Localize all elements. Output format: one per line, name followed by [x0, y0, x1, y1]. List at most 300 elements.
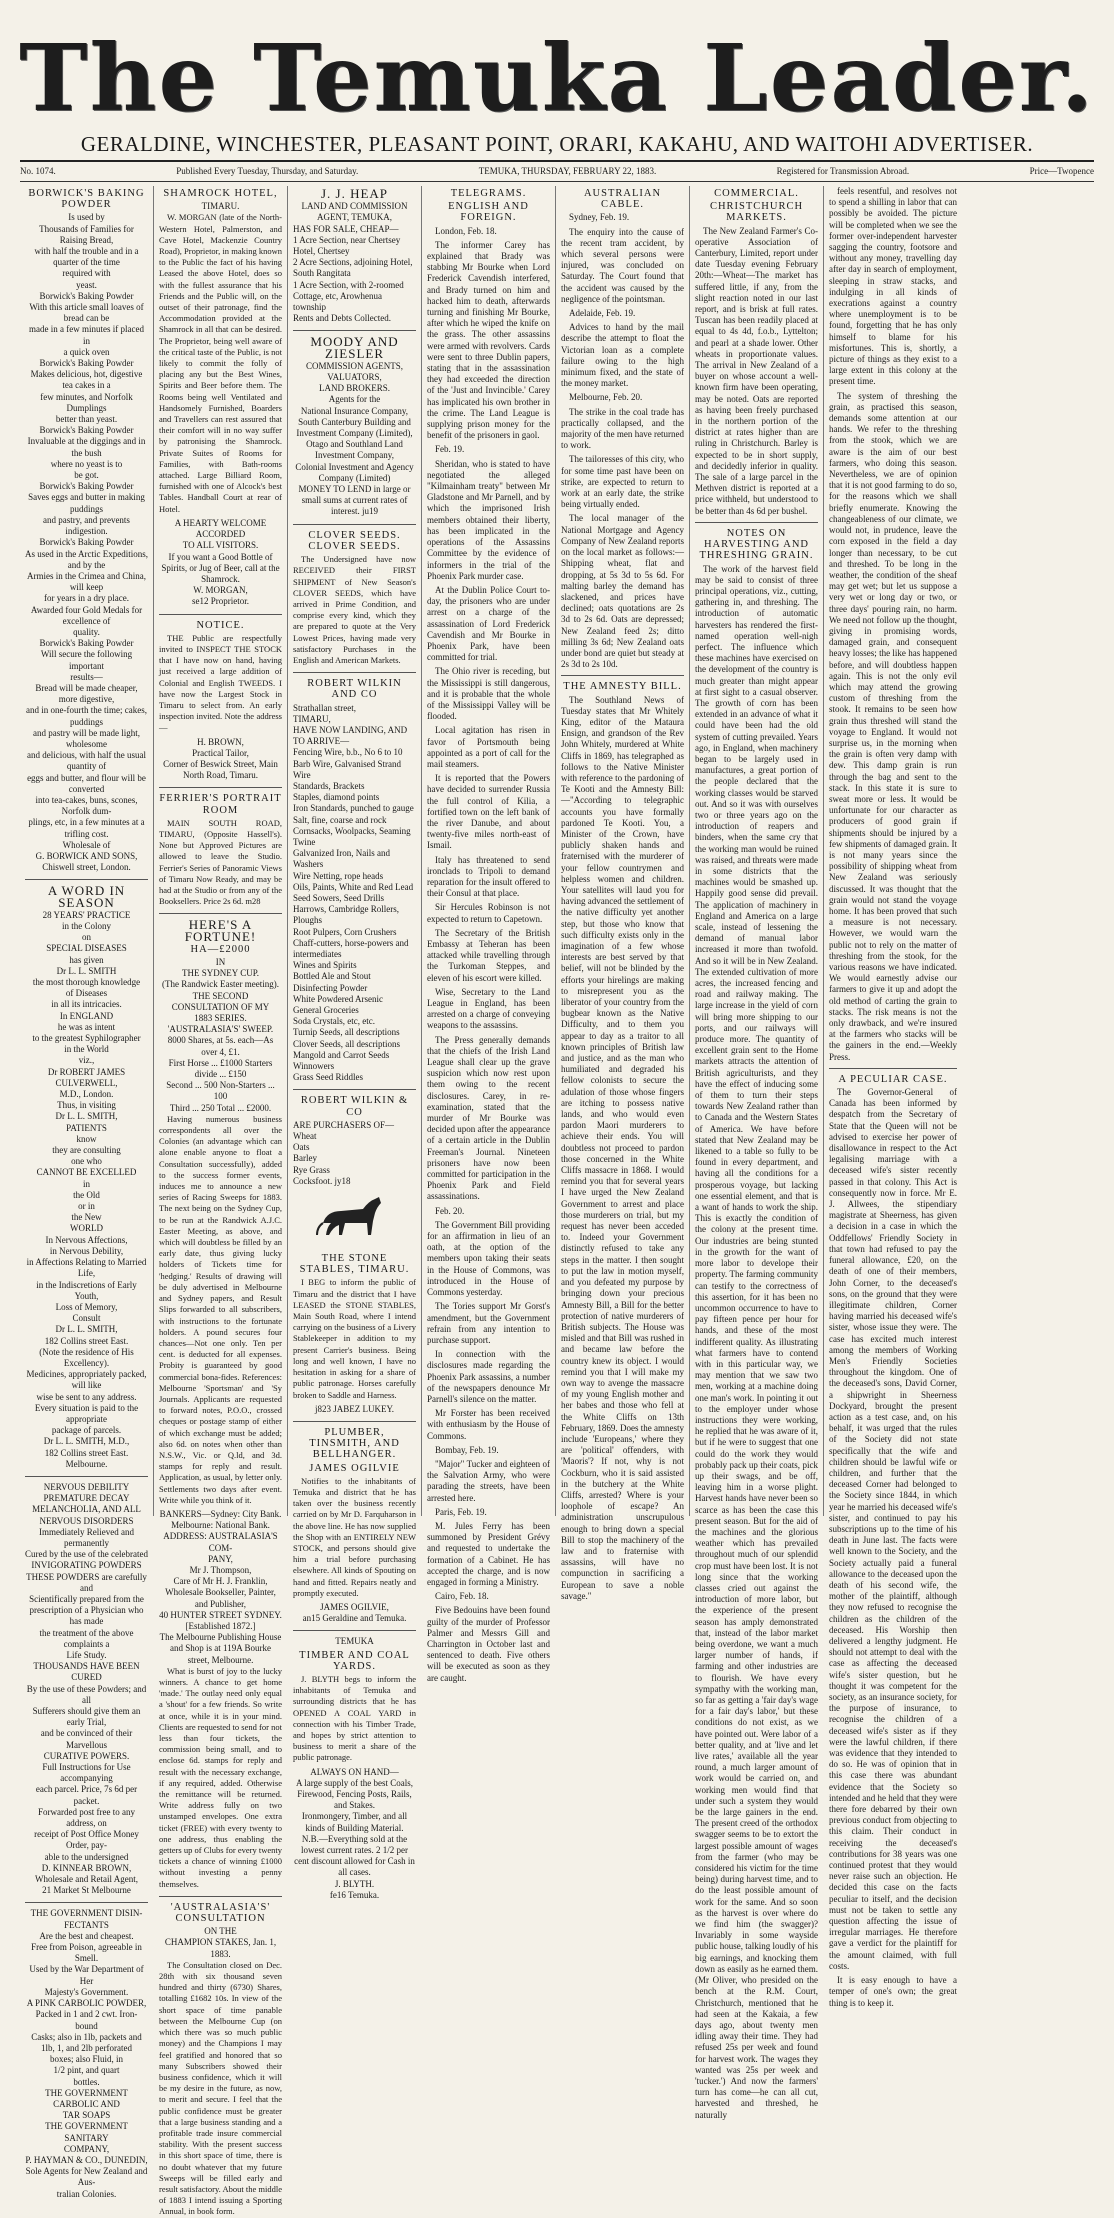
fortune-tail: What is burst of joy to the lucky winners. A chance to get home 'made.' The outlay need only equal a 'shout' for a few friends. So write at once, while it is in your mind. Clients are requested to send for not less than four tickets, the commission being small, and to enclose 6d. stamps for reply and result with the necessary exchange, if any required, added. Otherwise the remittance will be returned. Write address fully on two unstamped envelopes. One extra ticket (FREE) with every twenty to one address, thus enabling the getters up of Clubs for every twenty tickets a chance of winning £1000 without investing a penny themselves.: [159, 1665, 282, 1889]
text-line: and in one-fourth the time; cakes, puddings: [26, 705, 147, 727]
text-line: ON THE: [204, 1926, 237, 1937]
text-line: First Horse ... £1000 Starters divide ... £150: [168, 1057, 273, 1080]
text-line: Borwick's Baking Powder: [39, 537, 134, 548]
text-line: Strathallan street,: [293, 702, 356, 713]
heap-sub: LAND AND COMMISSION AGENT, TEMUKA,: [301, 201, 408, 223]
separator: [695, 522, 818, 523]
text-line: Seed Sowers, Seed Drills: [293, 892, 384, 903]
champion-ad: [159, 1902, 282, 2218]
text-line: package of parcels.: [51, 1425, 122, 1436]
text-line: Are the best and cheapest.: [39, 1930, 134, 1941]
wilkin-lines: [293, 703, 416, 1084]
text-line: tralian Colonies.: [56, 2188, 117, 2199]
stables-sign: j823 JABEZ LUKEY.: [314, 1403, 395, 1414]
commercial-heading: COMMERCIAL.: [714, 188, 799, 199]
article-paragraph: Melbourne, Feb. 20.: [569, 392, 643, 403]
place-date: TEMUKA, THURSDAY, FEBRUARY 22, 1883.: [478, 166, 657, 176]
nervous-lines: [25, 1482, 148, 1897]
text-line: Oats: [293, 1142, 310, 1153]
text-line: Agents for the: [328, 394, 381, 405]
text-line: Turnip Seeds, all descriptions: [293, 1027, 400, 1038]
text-line: for years in a dry place.: [44, 593, 129, 604]
text-line: In Nervous Affections,: [45, 1234, 128, 1245]
separator: [25, 1476, 148, 1477]
timber-lines: [293, 1767, 416, 1901]
columns: [20, 186, 1094, 2217]
text-line: Mr J. Thompson,: [189, 1564, 252, 1575]
text-line: Full Instructions for Use accompanying: [42, 1762, 131, 1784]
harvest-body: [695, 564, 818, 2121]
text-line: know: [76, 1133, 97, 1144]
text-line: J. BLYTH.: [334, 1878, 375, 1889]
wilkin-ad: [293, 678, 416, 1083]
cable-body: [561, 212, 684, 670]
text-line: 21 Market St Melbourne: [42, 1885, 131, 1896]
timber-heading: TEMUKA: [335, 1636, 374, 1647]
separator: [25, 879, 148, 880]
text-line: Dr L. L. SMITH: [56, 965, 117, 976]
text-line: FECTANTS: [64, 1919, 109, 1930]
text-line: 182 Collins street East.: [44, 1335, 129, 1346]
text-line: wise be sent to any address.: [36, 1391, 137, 1402]
ferrier-heading: FERRIER'S PORTRAIT ROOM: [159, 793, 282, 816]
text-line: W. MORGAN,: [193, 585, 248, 596]
text-line: HAVE NOW LANDING, AND TO ARRIVE—: [293, 724, 408, 747]
text-line: required with: [62, 268, 111, 279]
text-line: Chiswell street, London.: [42, 862, 131, 873]
text-line: Is used by: [68, 212, 105, 223]
text-line: NERVOUS DISORDERS: [39, 1515, 134, 1526]
text-line: Makes delicious, hot, digestive tea cakes in a: [30, 369, 143, 391]
text-line: Awarded four Gold Medals for excellence of: [30, 604, 143, 626]
amnesty-heading: THE AMNESTY BILL.: [563, 681, 682, 693]
text-line: results—: [70, 671, 103, 682]
text-line: Second ... 500 Non-Starters ... 100: [166, 1080, 275, 1102]
text-line: viz.,: [78, 1055, 95, 1066]
column-5: [556, 186, 690, 1601]
text-line: Salt, fine, coarse and rock: [293, 814, 387, 825]
text-line: Melbourne: National Bank.: [171, 1520, 270, 1531]
text-line: PREMATURE DECAY: [43, 1493, 130, 1504]
text-line: Loss of Memory,: [55, 1301, 118, 1312]
text-line: Third ... 250 Total ... £2000.: [169, 1102, 272, 1113]
telegrams-body: [427, 226, 550, 1684]
text-line: Every situation is paid to the appropriate: [34, 1402, 139, 1424]
horse-illustration-icon: [293, 1193, 416, 1249]
text-line: Thousands of Families for Raising Bread,: [39, 223, 134, 245]
text-line: ARE PURCHASERS OF—: [293, 1119, 395, 1130]
word-in-season-ad: [25, 885, 148, 1470]
text-line: few minutes, and Norfolk Dumplings: [40, 391, 133, 413]
borwick-ad: [25, 188, 148, 873]
text-line: Borwick's Baking Powder: [39, 638, 134, 649]
text-line: Wholesale Bookseller, Painter, and Publisher,: [165, 1587, 276, 1609]
text-line: Consult: [72, 1313, 101, 1324]
text-line: A large supply of the best Coals, Firewood, Fencing Posts, Rails, and Stakes.: [295, 1777, 414, 1811]
text-line: Free from Poison, agreeable in Smell.: [31, 1942, 142, 1964]
plumber-heading: PLUMBER, TINSMITH, AND BELLHANGER.: [309, 1426, 400, 1461]
wilkin-heading: ROBERT WILKIN AND CO: [307, 678, 402, 701]
text-line: [Established 1872.]: [185, 1620, 256, 1631]
heap-lines: [293, 224, 416, 325]
notice-ad: [159, 620, 282, 782]
text-line: fe16 Temuka.: [329, 1889, 380, 1900]
column-1: [20, 186, 154, 2199]
text-line: in Nervous Debility,: [49, 1245, 124, 1256]
moody-lines: [293, 361, 416, 518]
text-line: CURATIVE POWERS.: [43, 1750, 130, 1761]
text-line: be got.: [74, 470, 99, 481]
shamrock-closing: [159, 518, 282, 608]
text-line: MONEY TO LEND in large or small sums at current rates of interest. ju19: [298, 484, 411, 517]
article-paragraph: The New Zealand Farmer's Co-operative Association of Canterbury, Limited, report under date Tuesday evening February 20th:—Wheat—The market has suffered little, if any, from the slight reaction noted in our last report, and is brisk at full rates. Tuscan has been readily placed at equal to 4s 4d, f.o.b., Lyttelton; and pearl at a shade lower. Other wheats in proportionate values. The arrival in New Zealand of a buyer on whose account a well-known firm have been operating, may be noted. Oats are reported as having been freely purchased in the northern portion of the district at rates higher than are ruling in Christchurch. Barley is expected to be in short supply, and decidedly inferior in quality. The sale of a large parcel in the Methven district is reported at a price withheld, but understood to be better than 4s 6d per bushel.: [695, 225, 818, 516]
fortune-heading: HERE'S A FORTUNE!: [184, 917, 257, 944]
text-line: JAMES OGILVIE,: [320, 1601, 389, 1612]
text-line: BANKERS—Sydney: City Bank.: [159, 1508, 282, 1519]
text-line: Scientifically prepared from the: [29, 1593, 144, 1604]
text-line: Oils, Paints, White and Red Lead: [293, 881, 414, 892]
text-line: Wholesale and Retail Agent,: [35, 1874, 138, 1885]
shamrock-body: W. MORGAN (late of the North-Western Hotel, Palmerston, and Cave Hotel, Mackenzie Country Road), Proprietor, in making known to the Public the fact of his having Leased the above Hotel, does so with the fullest assurance that his Friends and the Public will, on the outset of their patronage, find the Accommodation provided at the Shamrock in all that can be desired. The Proprietor, being well aware of the critical taste of the Public, is not likely to commit the folly of placing any but the Best Wines, Spirits and Beer before them. The Rooms being well Ventilated and Handsomely Furnished, Boarders and Travellers can rest assured that their comfort will in no way suffer by patronising the Shamrock. Private Suites of Rooms for Families, with Bath-rooms attached. Large Billiard Room, furnished with one of Alcock's best Tables. Handball Court at rear of Hotel.: [159, 212, 282, 514]
text-line: TO ALL VISITORS.: [182, 540, 259, 551]
fortune-amount: HA—£2000: [190, 943, 251, 955]
price: Price—Twopence: [1029, 166, 1094, 176]
article-paragraph: At the Dublin Police Court to-day, the prisoners who are under arrest on a charge of the assassination of Lord Frederick Cavendish and Mr Bourke in Phoenix Park, have been committed for trial.: [427, 584, 550, 663]
fortune-ad: [159, 919, 282, 1889]
article-paragraph: Local agitation has risen in favor of Portsmouth being appointed as a port of call for the mail steamers.: [427, 725, 550, 769]
article-paragraph: Advices to hand by the mail describe the attempt to float the Victorian loan as a complete failure owing to the high minimum fixed, and the state of the money market.: [561, 322, 684, 389]
wilkin-purchasers-ad: [293, 1095, 416, 1187]
text-line: Standards, Brackets: [293, 780, 365, 791]
text-line: Practical Tailor,: [192, 747, 249, 758]
clover-body: The Undersigned have now RECEIVED their FIRST SHIPMENT of New Season's CLOVER SEEDS, which have arrived in Prime Condition, and comprise every kind, which they are prepared to quote at the Very Lowest Prices, having made very satisfactory Purchases in the English and American Markets.: [293, 554, 416, 665]
text-line: P. HAYMAN & CO., DUNEDIN,: [25, 2154, 148, 2165]
commercial-sub: CHRISTCHURCH MARKETS.: [709, 201, 804, 224]
text-line: THE SYDNEY CUP.: [182, 968, 259, 979]
text-line: Thus, in visiting: [57, 1100, 116, 1111]
text-line: bottles.: [73, 2076, 100, 2087]
text-line: National Insurance Company,: [300, 405, 409, 416]
text-line: he was as intent: [57, 1021, 116, 1032]
ferrier-ad: [159, 793, 282, 907]
champion-lines: [159, 1926, 282, 1960]
text-line: Iron Standards, punched to gauge: [293, 803, 414, 814]
article-paragraph: Feb. 19.: [435, 444, 465, 455]
text-line: Melbourne.: [65, 1458, 108, 1469]
text-line: Forwarded post free to any address, on: [38, 1806, 135, 1829]
clover-ad: [293, 530, 416, 666]
separator: [293, 1630, 416, 1631]
text-line: made in a few minutes if placed in: [29, 324, 144, 346]
text-line: 1 Acre Section, near Chertsey Hotel, Chertsey: [293, 234, 401, 257]
text-line: The Melbourne Publishing House and Shop is at 119A Bourke street, Melbourne.: [159, 1632, 282, 1665]
borwick-heading: BORWICK'S BAKING POWDER: [28, 188, 145, 211]
text-line: THE GOVERNMENT DISIN-: [30, 1908, 143, 1919]
moody-heading: MOODY AND ZIESLER: [310, 334, 399, 361]
text-line: Ironmongery, Timber, and all kinds of Building Material.: [301, 1811, 408, 1833]
text-line: the treatment of the above complaints a: [39, 1627, 134, 1649]
text-line: White Powdered Arsenic: [293, 993, 383, 1004]
text-line: in: [82, 1178, 90, 1189]
text-line: THE SECOND CONSULTATION OF MY: [171, 990, 270, 1012]
disinfectants-ad: [25, 1908, 148, 2199]
separator: [159, 1896, 282, 1897]
text-line: HAS FOR SALE, CHEAP—: [293, 223, 399, 234]
text-line: 1883 SERIES.: [194, 1013, 247, 1024]
text-line: Cured by the use of the celebrated: [25, 1549, 148, 1560]
timber-sub: TIMBER AND COAL YARDS.: [299, 1649, 410, 1672]
text-line: Wines and Spirits: [293, 960, 357, 971]
text-line: A PINK CARBOLIC POWDER,: [26, 1998, 147, 2009]
text-line: G. BORWICK AND SONS,: [35, 850, 138, 861]
text-line: a quick oven: [63, 346, 110, 357]
text-line: Packed in 1 and 2 cwt. Iron-bound: [35, 2009, 138, 2031]
text-line: Wire Netting, rope heads: [293, 870, 384, 881]
text-line: Immediately Relieved and permanently: [39, 1526, 134, 1548]
text-line: Rents and Debts Collected.: [293, 313, 391, 324]
text-line: Dr L. L. SMITH,: [55, 1324, 118, 1335]
article-paragraph: Italy has threatened to send ironclads to Tripoli to demand reparation for the insult offered to their Consul at that place.: [427, 854, 550, 899]
article-paragraph: The tailoresses of this city, who for some time past have been on strike, are expected to return to work at an early date, the strike being virtually ended.: [561, 454, 684, 510]
text-line: TAR SOAPS: [62, 2110, 111, 2121]
text-line: Mangold and Carrot Seeds: [293, 1049, 390, 1060]
registration-note: Registered for Transmission Abroad.: [776, 166, 910, 176]
fortune-body: Having numerous business correspondents all over the Colonies (an advantage which can alone enable anyone to float a Consultation successfully), added to the success former events, induces me to announce a new series of Racing Sweeps for 1883. The next being on the Sydney Cup, to be run at the Randwick A.J.C. Easter Meeting, as above, and which will doubtless be filled by an early date, thus giving lucky holders of Tickets time for 'hedging.' Results of drawing will be duly advertised in Melbourne and Sydney papers, and Result Slips forwarded to all subscribers, with instructions to the fortunate holders. A pound secures four chances—Not one only. Ten per cent. is deducted for all expenses. Probity is guaranteed by good commercial bona-fides. References: Melbourne 'Sportsman' and 'Sy Journals. Applicants are requested to forward notes, P.O.O., crossed cheques or postage stamp of either of which exchange must be added; also 6d. on notes when other than N.S.W., Vic. or Q.ld, and 3d. stamps for reply and result. Application, as usual, by letter only. Settlements two days after event. Write while you think of it.: [159, 1113, 282, 1505]
article-paragraph: Adelaide, Feb. 19.: [569, 308, 636, 319]
text-line: D. KINNEAR BROWN,: [41, 1862, 132, 1873]
text-line: better than yeast.: [55, 414, 118, 425]
text-line: SPECIAL DISEASES: [46, 943, 127, 954]
plumber-sign: [293, 1602, 416, 1624]
text-line: PANY,: [208, 1553, 233, 1564]
text-line: 1/2 pint, and quart: [53, 2065, 120, 2076]
separator: [159, 614, 282, 615]
text-line: receipt of Post Office Money Order, pay-: [34, 1829, 139, 1851]
article-paragraph: The system of threshing the grain, as practised this season, demands some attention at our hands. We refer to the threshing from the stook, which we are aware is the aim of our best farmers, who doing this season. Nevertheless, we are of opinion that it is not good farming to do so, for the reasons which we shall briefly enumerate. Knowing the changeableness of our climate, we would not, in prudence, leave the corn exposed in the field a day longer than necessary, to be cut and threshed. To be long in the weather, the condition of the sheaf may get wet; but let us suppose a very wet or long day or two, or three days' pouring rain, no harm. We need not follow up the thought, giving in promising words, damaged grain, and consequent heavy losses; the like has happened before, and will doubtless happen again. This is not the only evil which may attend the growing custom of threshing from the stook. It remains to be seen how grain thus threshed will stand the voyage to England. It would not surprise us, in the morning when the grain is often very damp with dew. This damp grain is run through the bag and sent to the stack. In this state it is sure to sweat more or less. It would be unfortunate for our character as producers of good grain if shipments should be injured by a few shipments of damaged grain. It is not many years since the possibility of shipping wheat from New Zealand was seriously discussed. It was thought that the grain would not stand the voyage home. It has been proved that such a measure is not necessary. However, we would warn the public not to rely on the matter of threshing from the stook, for the various reasons we have indicated. We would earnestly advise our farmers to give it up and adopt the old method of carting the grain to stacks. The risk means is not the only drawback, and we're insured at the farmers who stacks will be the gainers in the end.—Weekly Press.: [829, 390, 957, 1062]
fortune-address: [159, 1509, 282, 1666]
article-paragraph: Feb. 20.: [435, 1205, 465, 1216]
text-line: MELANCHOLIA, AND ALL: [32, 1504, 141, 1515]
separator: [293, 330, 416, 331]
text-line: As used in the Arctic Expeditions, and by the: [25, 548, 148, 570]
text-line: IN: [215, 957, 226, 967]
word-lines: [25, 910, 148, 1470]
text-line: Dr L. L. SMITH,: [55, 1111, 118, 1122]
text-line: 182 Collins street East.: [44, 1447, 129, 1458]
text-line: where no yeast is to: [50, 458, 123, 469]
text-line: or in: [78, 1201, 95, 1212]
stables-heading: THE STONE STABLES, TIMARU.: [299, 1253, 410, 1276]
text-line: Root Pulpers, Corn Crushers: [293, 926, 397, 937]
text-line: South Canterbury Building and Investment Company (Limited),: [296, 416, 413, 439]
heap-heading: J. J. HEAP: [320, 186, 389, 201]
article-paragraph: Wise, Secretary to the Land League in England, has been arrested on a charge of conveying weapons to the assassins.: [427, 986, 550, 1031]
shamrock-hotel-ad: [159, 188, 282, 608]
text-line: Colonial Investment and Agency Company (Limited): [295, 461, 414, 483]
amnesty-body: [561, 695, 684, 1602]
text-line: Winnowers: [293, 1061, 335, 1072]
wilkin2-heading: ROBERT WILKIN & CO: [300, 1095, 409, 1118]
text-line: Cocksfoot. jy18: [293, 1175, 351, 1186]
text-line: able to the undersigned: [44, 1851, 129, 1862]
text-line: Sole Agents for New Zealand and Aus-: [25, 2166, 148, 2188]
text-line: and delicious, with half the usual quantity of: [27, 750, 146, 772]
harvest-continued: [829, 186, 957, 1063]
article-paragraph: Sheridan, who is stated to have negotiated the alleged "Kilmainham treaty" between Mr Gladstone and Mr Parnell, and by which the imprisoned Irish members obtained their liberty, has been implicated in the operations of the Assassins Committee by the evidence of informers in the trial of the Phoenix Park murder case.: [427, 458, 550, 581]
text-line: Chaff-cutters, horse-powers and intermediates: [293, 937, 409, 959]
text-line: of Diseases: [65, 988, 108, 999]
notice-heading: NOTICE.: [196, 619, 245, 631]
text-line: LAND BROKERS.: [318, 383, 390, 394]
text-line: Saves eggs and butter in making puddings: [28, 492, 145, 514]
heap-ad: [293, 188, 416, 324]
article-paragraph: The Tories support Mr Gorst's amendment, but the Government refrain from any intention to purchase support.: [427, 1301, 550, 1345]
text-line: prescription of a Physician who has made: [29, 1605, 144, 1627]
shamrock-sub: TIMARU.: [201, 201, 240, 212]
separator: [159, 913, 282, 914]
text-line: 1lb, 1, and 2lb perforated: [41, 2042, 132, 2053]
text-line: CANNOT BE EXCELLED: [36, 1167, 137, 1178]
separator: [829, 1068, 957, 1069]
top-rule: [20, 160, 1094, 162]
text-line: one who: [71, 1156, 102, 1167]
article-paragraph: The Southland News of Tuesday states that Mr Whitely King, editor of the Mataura Ensign, and grandson of the Rev John Whitely, murdered at White Cliffs in 1869, has telegraphed as follows to the Native Minister with reference to the pardoning of Te Kooti and the Amnesty Bill:—"According to telegraphic accounts you have formally pardoned Te Kooti. You, a Minister of the Crown, have publicly shaken hands and fraternised with the murderer of your fellow countrymen and helpless women and children. Your satellites will laud you for having advanced the settlement of the native difficulty yet another step, but those who know that such difficulty exists only in the imagination of a few whose interests are best served by that belief, will not be blinded by the efforts your hirelings are making to misrepresent you as the liberator of your country from the bugbear known as the Native Difficulty, and to them you appear to day as a traitor to all known principles of British law and justice, and as the man who humiliated and degraded his fellow colonists to secure the adulation of those whose fingers are itching to possess native lands, and who would even pardon Maori murderers to achieve their ends. You will doubtless not proceed to pardon those concerned in the White Cliffs massacre in 1868. I would remind you that for several years I have urged the New Zealand Government to arrest and place those murderers on trial, but my request has never been acceded to. Indeed your Government distinctly refused to take any steps in the matter. I then sought to put the law in motion myself, and you defeated my purpose by bringing down your precious Amnesty Bill, a Bill for the better protection of native murderers of British subjects. The House was misled and that Bill was rushed in and became law before the country knew its object. I would remind you that I will make my own way to avenge the massacre of my young English mother and her babes and those who fell at the White Cliffs on 13th February, 1869. Does the amnesty include 'Europeans,' where they are 'political' offenders, with 'Maoris'? If not, why is not Cockburn, who it is said assisted in the butchery at the White Cliffs, arrested? Where is your loophole of escape? An administration unscrupulous enough to bring down a special Bill to stop the machinery of the law and to fraternise with assassins, will have no compunction in sacrificing a European to save a noble savage.": [561, 694, 684, 1601]
text-line: THE GOVERNMENT CARBOLIC AND: [45, 2087, 128, 2109]
text-line: ADDRESS: AUSTRALASIA'S COM-: [163, 1531, 278, 1553]
article-paragraph: The Government Bill providing for an affirmation in lieu of an oath, at the option of the members upon taking their seats in the House of Commons, was introduced in the House of Commons yesterday.: [427, 1219, 550, 1298]
article-paragraph: In connection with the disclosures made regarding the Phoenix Park assassins, a number of the newspapers denounce Mr Parnell's silence on the matter.: [427, 1349, 550, 1404]
text-line: indigestion.: [65, 526, 108, 537]
article-paragraph: It is reported that the Powers have decided to surrender Russia the full control of Kilia, a fortified town on the left bank of the river Danube, and about twenty-five miles north-east of Ismail.: [427, 773, 550, 851]
text-line: 'AUSTRALASIA'S' SWEEP.: [167, 1024, 274, 1035]
article-paragraph: The strike in the coal trade has practically collapsed, and the majority of the men have returned to work.: [561, 406, 684, 451]
text-line: (The Randwick Easter meeting).: [162, 979, 279, 990]
text-line: boxes; also Fluid, in: [49, 2054, 123, 2065]
article-paragraph: The Secretary of the British Embassy at Teheran has been attacked while travelling through the Turkoman Steppes, and eleven of his escort were killed.: [427, 927, 550, 983]
wilkin2-lines: [293, 1120, 416, 1187]
text-line: Cornsacks, Woolpacks, Seaming Twine: [293, 825, 411, 847]
text-line: with half the trouble and in a: [34, 246, 139, 257]
notice-body: THE Public are respectfully invited to INSPECT THE STOCK that I have now on hand, having just received a large addition of Colonial and English TWEEDS. I have now the Largest Stock in Timaru to select from. An early inspection invited. Note the address—: [159, 632, 282, 733]
article-paragraph: London, Feb. 18.: [435, 225, 497, 236]
text-line: Life Study.: [66, 1650, 107, 1660]
text-line: the Old: [73, 1189, 100, 1200]
text-line: A HEARTY WELCOME ACCORDED: [174, 517, 267, 540]
text-line: yeast.: [76, 279, 97, 290]
separator: [159, 787, 282, 788]
article-paragraph: The informer Carey has explained that Brady was stabbing Mr Bourke when Lord Frederick Cavendish interfered, and Brady turned on him and hacked him to death, afterwards turning and finishing Mr Bourke, after which he wiped the knife on the grass. The other assassins were armed with revolvers. Cards were sent to three Dublin papers, stating that in the assassination they had exceeded the direction of the 'Just and Invincible.' Carey has implicated his own brother in the crime. The Land League is supplying prison money for the benefit of the prisoners in gaol.: [427, 239, 550, 441]
column-7: [824, 186, 962, 2008]
text-line: With this article small loaves of bread can be: [29, 302, 144, 324]
text-line: in the Colony: [62, 921, 111, 931]
text-line: Corner of Beswick Street, Main North Road, Timaru.: [163, 758, 278, 781]
text-line: Borwick's Baking Powder: [39, 358, 134, 369]
column-4: [422, 186, 556, 1683]
article-paragraph: The local manager of the National Mortgage and Agency Company of New Zealand reports on the local market as follows:—Shipping wheat, flat and dropping, at 5s 3d to 5s 6d. For malting barley the demand has slackened, and prices have declined; oats quotations are 2s 3d to 2s 6d. Oats are depressed; New Zealand feed 2s; ditto milling 3s 6d; New Zealand oats under bond are quiet but steady at 2s 3d to 2s 10d.: [561, 513, 684, 670]
shamrock-heading: SHAMROCK HOTEL,: [163, 188, 278, 199]
text-line: Dr L. L. SMITH, M.D.,: [43, 1436, 130, 1447]
text-line: Invaluable at the diggings and in the bush: [27, 436, 146, 458]
text-line: the New: [71, 1212, 102, 1223]
text-line: in the World: [64, 1044, 109, 1055]
text-line: Used by the War Department of Her: [29, 1964, 144, 1986]
commercial-body: [695, 226, 818, 517]
text-line: Bottled Ale and Stout: [293, 971, 371, 982]
text-line: in the Indiscretions of Early Youth,: [36, 1279, 137, 1301]
text-line: an15 Geraldine and Temuka.: [302, 1613, 407, 1624]
text-line: Otago and Southland Land Investment Company,: [306, 439, 403, 461]
stables-body: I BEG to inform the public of Timaru and the district that I have LEASED the STONE STABLES, Main South Road, where I intend carrying on the business of a Livery Stablekeeper in addition to my present Carrier's business. Being long and well known, I have no hesitation in asking for a share of public patronage. Horses carefully broken to Saddle and Harness.: [293, 1277, 416, 1400]
text-line: Borwick's Baking Powder: [39, 481, 134, 492]
borwick-lines: [25, 212, 148, 873]
text-line: Borwick's Baking Powder: [39, 425, 134, 436]
masthead-title: The Temuka Leader.: [19, 24, 1095, 132]
text-line: 40 HUNTER STREET SYDNEY.: [159, 1609, 282, 1620]
text-line: (Note the residence of His Excellency).: [39, 1346, 134, 1368]
plumber-ad: [293, 1427, 416, 1624]
publication-schedule: Published Every Tuesday, Thursday, and Saturday.: [176, 166, 359, 176]
timber-body: J. BLYTH begs to inform the inhabitants of Temuka and surrounding districts that he has OPENED A COAL YARD in connection with his Timber Trade, and hopes by strict attention to business to merit a share of the public patronage.: [293, 1673, 416, 1763]
timber-ad: [293, 1636, 416, 1901]
text-line: Grass Seed Riddles: [293, 1072, 363, 1083]
text-line: Majesty's Government.: [44, 1986, 129, 1997]
separator: [25, 1902, 148, 1903]
nervous-debility-ad: [25, 1482, 148, 1897]
article-paragraph: The Ohio river is receding, but the Mississippi is still dangerous, and it is probable that the whole of the Mississippi Valley will be flooded.: [427, 666, 550, 722]
column-2: [154, 186, 288, 2217]
text-line: N.B.—Everything sold at the lowest current rates. 2 1/2 per cent discount allowed for Cash in all cases.: [294, 1833, 415, 1878]
text-line: INVIGORATING POWDERS: [31, 1560, 142, 1571]
cable-heading: AUSTRALIAN CABLE.: [583, 188, 662, 211]
fortune-lines: [159, 957, 282, 1114]
text-line: to the greatest Syphilographer: [32, 1033, 141, 1044]
text-line: se12 Proprietor.: [192, 596, 249, 607]
champion-body: The Consultation closed on Dec. 28th with six thousand seven hundred and thirty (6730) Shares, totalling £1682 10s. In view of the short space of time panable between the Melbourne Cup (on which there was so much public money) and the Champions I may feel gratified and honored that so many Subscribers showed their business confidence, which it will be my desire in the future, as now, to merit and secure. I feel that the public confidence must be greater that a large business standing and a profitable trade insure commercial stability. With the present success in this short space of time, there is no doubt whatever that my future Sweeps will be filled early and result satisfactory. About the middle of 1883 I intend issuing a Sporting Annual, in book form.: [159, 1959, 282, 2217]
text-line: WORLD: [70, 1223, 103, 1234]
text-line: If you want a Good Bottle of Spirits, or Jug of Beer, call at the Shamrock.: [161, 551, 280, 584]
plumber-body: Notifies to the inhabitants of Temuka and district that he has taken over the business recently carried on by Mr D. Farquharson in the above line. He has now supplied the Shop with an ENTIRELY NEW STOCK, and persons should give him a trial before purchasing elsewhere. All kinds of Spouting on hand and fitted. Repairs neatly and promptly executed.: [293, 1475, 416, 1598]
text-line: each parcel. Price, 7s 6d per packet.: [35, 1784, 138, 1806]
text-line: Dr ROBERT JAMES CULVERWELL,: [47, 1066, 126, 1088]
text-line: Staples, diamond points: [293, 792, 380, 803]
text-line: TIMARU,: [293, 713, 331, 724]
text-line: the most thorough knowledge: [32, 977, 141, 988]
article-paragraph: Mr Forster has been received with enthusiasm by the House of Commons.: [427, 1408, 550, 1441]
harvest-heading: NOTES ON HARVESTING AND THRESHING GRAIN.: [699, 527, 814, 562]
moody-ad: [293, 336, 416, 517]
article-paragraph: The Governor-General of Canada has been informed by despatch from the Secretary of State that the Queen will not be advised to exercise her power of disallowance in respect to the Act legalising marriage with a deceased wife's sister recently passed in that colony. This Act is consequently now in force. Mr E. J. Allwees, the stipendiary magistrate at Sheerness, has given a decision in a case in which the Oddfellows' Friendly Society in that town had refused to pay the funeral allowance, £20, on the death of one of their members, John Corner, to the deceased's sons, on the ground that they were illegitimate children, Corner having married his deceased wife's sister, whose issue they were. The case has excited much interest among the members of Working Men's Friendly Societies throughout the kingdom. One of the deceased's sons, David Corner, a shipwright in Sheerness Dockyard, brought the present action as a test case, and, on his behalf, it was urged that the rules of the Society did not state specifically that the wife and children should be lawful wife or children, and further that the deceased Corner had belonged to the Society since 1844, in which year he married his deceased wife's sister, and continued to pay his subscriptions up to the time of his death in June last. The facts were well known to the Society, and the Society actually paid a funeral allowance to the deceased upon the death of his second wife, the mother of the plaintiff, although they now refused to recognise the children as the children of the deceased. His Worship then delivered a lengthy judgment. He should not attempt to deal with the case as affecting the deceased wife's sister question, but he thought it was competent for the society, as an insurance society, for the purpose of insurance, to recognise the children of a deceased wife's sister as if they were the lawful children, if there was evidence that they intended to do so. He was of opinion that in this case there was abundant evidence that the Society so intended and he held that they were there fore debarred by their own previous conduct from objecting to this claim. Their conduct in receiving the deceased's contributions for 38 years was one continued protest that they would never raise such an objection. He decided this case on the facts peculiar to itself, and the decision must not be taken to settle any question affecting the issue of irregular marriages. He therefore gave a verdict for the plaintiff for the amount claimed, with full costs.: [829, 1087, 957, 1971]
text-line: Bread will be made cheaper, more digestive,: [35, 682, 138, 705]
text-line: General Groceries: [293, 1005, 359, 1016]
text-line: Will secure the following important: [40, 649, 133, 671]
text-line: In ENGLAND: [59, 1010, 114, 1021]
text-line: Wholesale of: [62, 839, 111, 850]
text-line: Fencing Wire, b.b., No 6 to 10: [293, 747, 403, 758]
text-line: Armies in the Crimea and China, will keep: [27, 570, 146, 593]
article-paragraph: Sydney, Feb. 19.: [569, 212, 630, 223]
text-line: 8000 Shares, at 5s. each—As over 4, £1.: [167, 1035, 274, 1057]
column-6: [690, 186, 824, 2120]
article-paragraph: Five Bedouins have been found guilty of the murder of Professor Palmer and Messrs Gill and Charrington in October last and sentenced to death. Five others will be executed as soon as they are caught.: [427, 1605, 550, 1683]
text-line: and pastry, and prevents: [43, 514, 130, 525]
text-line: Care of Mr H. J. Franklin,: [173, 1576, 268, 1587]
separator: [293, 524, 416, 525]
text-line: quarter of the time: [53, 257, 120, 268]
dateline-rule: [20, 181, 1094, 182]
article-paragraph: "Major" Tucker and eighteen of the Salvation Army, who were parading the streets, have been arrested here.: [427, 1458, 550, 1503]
text-line: into tea-cakes, buns, scones, Norfolk dum-: [35, 794, 138, 817]
peculiar-heading: A PECULIAR CASE.: [838, 1073, 948, 1085]
